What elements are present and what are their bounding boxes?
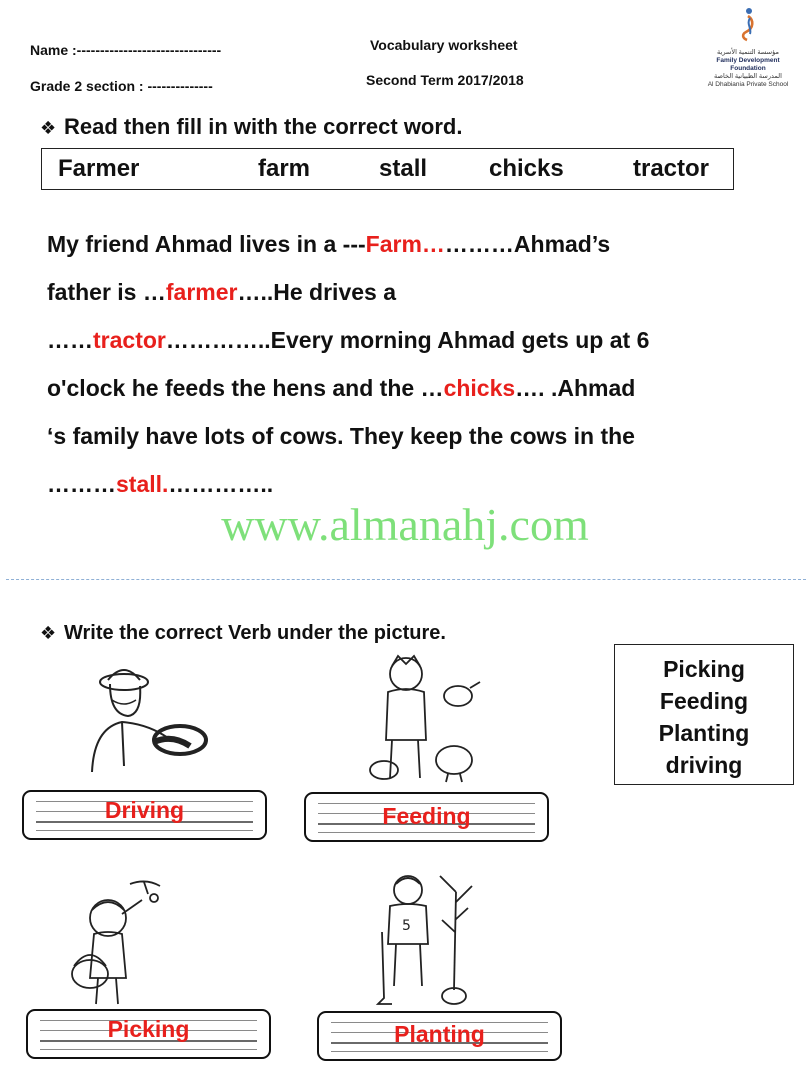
answer-text: Farm…	[365, 231, 445, 257]
logo-arabic-bottom: المدرسة الظبيانية الخاصة	[714, 73, 782, 80]
paragraph-line	[47, 232, 610, 256]
paragraph-line	[47, 472, 273, 496]
worksheet-title: Vocabulary worksheet	[370, 37, 518, 53]
name-line: Name :-------------------------------	[30, 42, 222, 58]
verb-bank-item: Planting	[658, 720, 750, 746]
line-text: …..He drives a	[237, 279, 397, 305]
paragraph-line	[47, 280, 396, 304]
logo-arabic-top: مؤسسة التنمية الأسرية	[717, 49, 779, 56]
answer-text: chicks	[443, 375, 516, 401]
answer-feeding: Feeding	[382, 803, 471, 829]
diamond-bullet-icon: ❖	[40, 118, 57, 138]
answer-box-picking[interactable]	[26, 1009, 271, 1059]
line-text: ……	[47, 327, 93, 353]
word-bank-item: stall	[379, 155, 428, 182]
word-bank-item: Farmer	[58, 155, 140, 182]
diamond-bullet-icon: ❖	[40, 623, 57, 643]
line-text: …………..Every morning Ahmad gets up at 6	[165, 327, 650, 353]
line-text: …. .Ahmad	[515, 375, 636, 401]
logo-english: Family Development Foundation	[716, 57, 780, 72]
word-bank-item: farm	[258, 155, 311, 182]
line-text: ‘s family have lots of cows. They keep the cows in the	[47, 423, 635, 449]
answer-box-driving[interactable]	[22, 790, 267, 840]
boy-planting-tree-picture-icon	[370, 872, 480, 1012]
line-text: ………	[47, 471, 116, 497]
section1-instruction	[40, 114, 462, 140]
word-bank-item: chicks	[489, 155, 564, 182]
section2-instruction-text: Write the correct Verb under the picture.	[64, 622, 446, 644]
line-text: ………Ahmad’s	[444, 231, 611, 257]
term-label: Second Term 2017/2018	[366, 72, 524, 88]
line-text: o'clock he feeds the hens and the …	[47, 375, 444, 401]
answer-planting: Planting	[394, 1021, 485, 1047]
answer-driving: Driving	[104, 797, 185, 823]
answer-picking: Picking	[107, 1016, 190, 1042]
word-bank-item: tractor	[633, 155, 710, 182]
foundation-logo-icon	[728, 6, 768, 44]
answer-text: farmer	[165, 279, 238, 305]
girl-picking-fruit-picture-icon	[60, 874, 180, 1014]
line-text: father is …	[47, 279, 166, 305]
paragraph-line	[47, 424, 635, 448]
paragraph-line	[47, 376, 635, 400]
verb-bank-item: driving	[665, 752, 743, 778]
paragraph-line	[47, 328, 649, 352]
answer-box-feeding[interactable]	[304, 792, 549, 842]
school-logo	[698, 6, 798, 88]
line-text: …………..	[168, 471, 274, 497]
watermark: www.almanahj.com	[221, 499, 589, 550]
svg-text:5: 5	[402, 918, 411, 934]
section-divider	[6, 579, 806, 580]
logo-english-bottom: Al Dhabiania Private School	[707, 81, 789, 88]
section2-instruction	[40, 622, 446, 645]
section1-instruction-text: Read then fill in with the correct word.	[64, 114, 463, 139]
answer-box-planting[interactable]	[317, 1011, 562, 1061]
verb-bank-item: Picking	[663, 656, 745, 682]
line-text: My friend Ahmad lives in a ---	[47, 231, 366, 257]
grade-line: Grade 2 section : --------------	[30, 78, 213, 94]
answer-text: stall.	[116, 471, 169, 497]
verb-bank-item: Feeding	[659, 688, 749, 714]
man-driving-picture-icon	[72, 654, 212, 784]
boy-feeding-hens-picture-icon	[362, 652, 487, 787]
answer-text: tractor	[93, 327, 166, 353]
word-bank	[41, 148, 734, 190]
verb-bank	[614, 644, 794, 785]
